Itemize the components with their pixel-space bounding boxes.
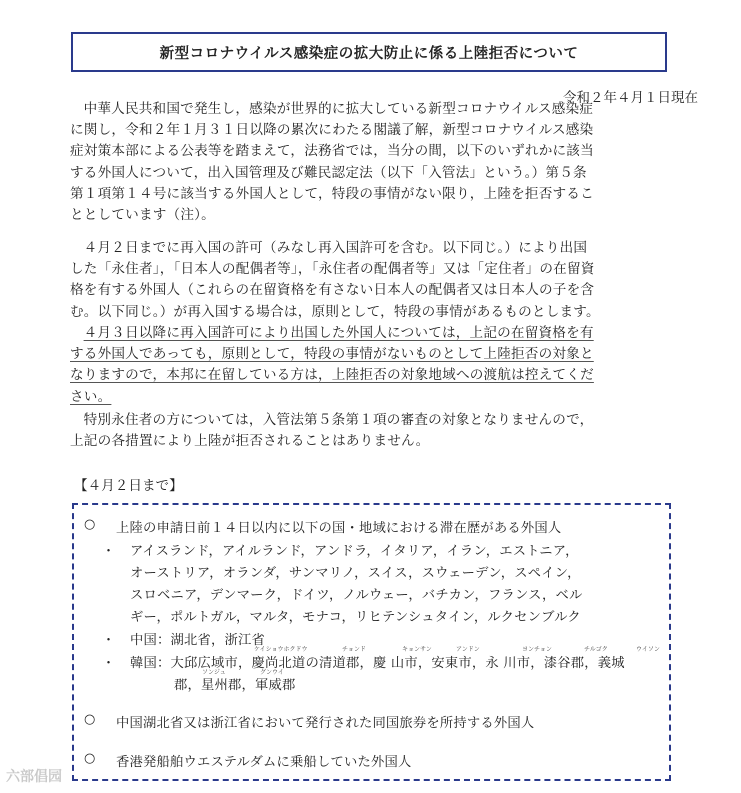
paragraph-3-line: ４月３日以降に再入国許可により出国した外国人については，上記の在留資格を有 bbox=[83, 325, 594, 341]
countries-line: オーストリア，オランダ，サンマリノ，スイス，スウェーデン，スペイン， bbox=[130, 566, 581, 581]
circle-marker: ○ bbox=[84, 751, 96, 766]
paragraph-4-line: 特別永住者の方については，入管法第５条第１項の審査の対象となりませんので， bbox=[83, 412, 594, 428]
date-line: 令和２年４月１日現在 bbox=[563, 90, 698, 106]
circle-marker: ○ bbox=[84, 712, 96, 727]
notice-box bbox=[72, 503, 671, 781]
paragraph-3-line: する外国人であっても，原則として，特段の事情がないものとして上陸拒否の対象と bbox=[70, 346, 594, 363]
page-title bbox=[71, 32, 667, 72]
countries-line: スロベニア，デンマーク，ドイツ，ノルウェー，バチカン，フランス，ベル bbox=[130, 588, 583, 603]
ruby-seongju: ソンジュ bbox=[202, 669, 226, 676]
paragraph-1-line: ととしています（注）。 bbox=[70, 207, 215, 224]
paragraph-2-line: ４月２日までに再入国の許可（みなし再入国許可を含む。以下同じ。）により出国 bbox=[83, 240, 588, 256]
bullet-marker: ・ bbox=[102, 633, 116, 648]
korea-line: 韓国：大邱広域市，慶尚北道の清道郡，慶 山市，安東市，永 川市，漆谷郡，義城 bbox=[130, 656, 625, 671]
watermark: 六部倡园 bbox=[6, 769, 62, 785]
item1-heading: 上陸の申請日前１４日以内に以下の国・地域における滞在歴がある外国人 bbox=[116, 521, 562, 536]
paragraph-3-line: さい。 bbox=[70, 388, 112, 405]
countries-line: アイスランド，アイルランド，アンドラ，イタリア，イラン，エストニア， bbox=[130, 544, 579, 559]
section-heading: 【４月２日まで】 bbox=[74, 478, 183, 494]
ruby-gunwi: グンウイ bbox=[260, 669, 284, 676]
paragraph-2-line: 格を有する外国人（これらの在留資格を有さない日本人の配偶者又は日本人の子を含 bbox=[70, 282, 595, 299]
china-line: 中国：湖北省，浙江省 bbox=[130, 633, 265, 648]
paragraph-1-line: 症対策本部による公表等を踏まえて，法務省では，当分の間，以下のいずれかに該当 bbox=[70, 143, 594, 160]
paragraph-3-line: なりますので，本邦に在留している方は，上陸拒否の対象地域への渡航は控えてくだ bbox=[70, 367, 594, 384]
paragraph-4-line: 上記の各措置により上陸が拒否されることはありません。 bbox=[70, 433, 430, 450]
ruby-andong: アンドン bbox=[456, 646, 480, 653]
paragraph-1-line: 第１項第１４号に該当する外国人として，特段の事情がない限り，上陸を拒否するこ bbox=[70, 185, 594, 202]
ruby-gyeongsang: ケイショウホクドウ bbox=[254, 646, 308, 653]
paragraph-1-line: する外国人について，出入国管理及び難民認定法（以下「入管法」という。）第５条 bbox=[70, 164, 587, 181]
bullet-marker: ・ bbox=[102, 656, 116, 671]
circle-marker: ○ bbox=[84, 517, 96, 532]
countries-line: ギー，ポルトガル，マルタ，モナコ，リヒテンシュタイン，ルクセンブルク bbox=[130, 610, 581, 625]
paragraph-2 bbox=[70, 238, 678, 323]
ruby-yeongcheon: ヨンチョン bbox=[522, 646, 552, 653]
item2: 中国湖北省又は浙江省において発行された同国旅券を所持する外国人 bbox=[116, 716, 535, 731]
paragraph-2-line: む。以下同じ。）が再入国する場合は，原則として，特段の事情があるものとします。 bbox=[70, 303, 600, 320]
bullet-marker: ・ bbox=[102, 544, 116, 559]
korea-line: 郡，星州郡，軍威郡 bbox=[174, 678, 296, 693]
paragraph-2-line: した「永住者」，「日本人の配偶者等」，「永住者の配偶者等」又は「定住者」の在留資 bbox=[70, 261, 595, 278]
page-title-text: 新型コロナウイルス感染症の拡大防止に係る上陸拒否について bbox=[159, 45, 579, 62]
ruby-chilgok: チルゴク bbox=[584, 646, 608, 653]
ruby-cheongdo: チョンド bbox=[342, 646, 366, 653]
paragraph-1-line: 中華人民共和国で発生し，感染が世界的に拡大している新型コロナウイルス感染症 bbox=[83, 101, 594, 117]
paragraph-3-underlined bbox=[70, 323, 678, 408]
paragraph-1-line: に関し，令和２年１月３１日以降の累次にわたる閣議了解，新型コロナウイルス感染 bbox=[70, 122, 594, 139]
ruby-uiseong: ウイソン bbox=[636, 646, 660, 653]
paragraph-1 bbox=[70, 99, 678, 226]
ruby-gyeongsan: キョンサン bbox=[402, 646, 432, 653]
item3: 香港発船舶ウエステルダムに乗船していた外国人 bbox=[116, 755, 412, 770]
paragraph-4 bbox=[70, 410, 678, 452]
